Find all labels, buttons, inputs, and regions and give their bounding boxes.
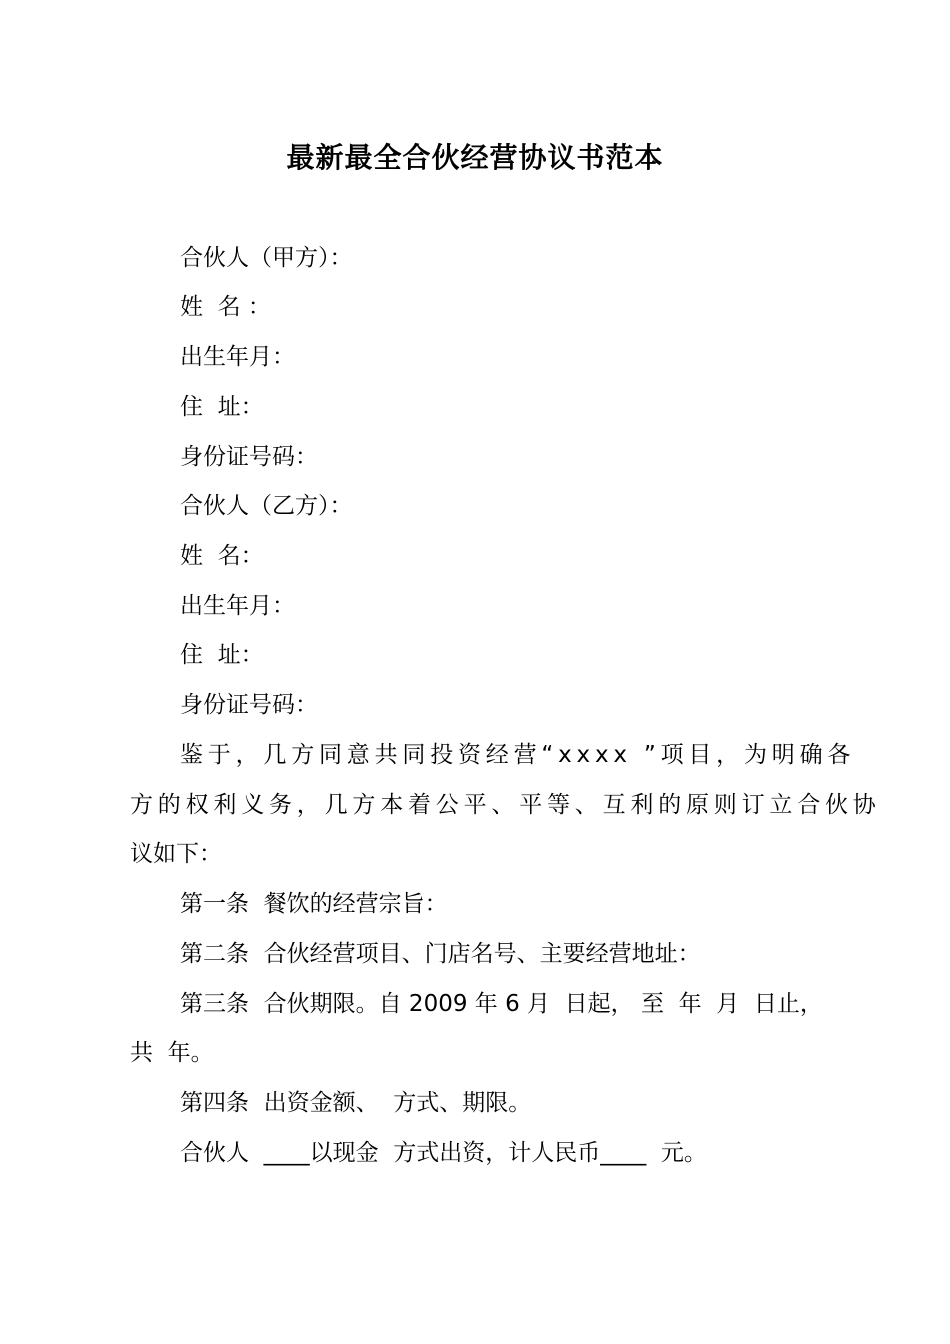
- article-1: 第一条 餐饮的经营宗旨：: [180, 891, 448, 917]
- article-3-line-2: 共 年。: [130, 1040, 214, 1066]
- preamble-line-3: 议如下：: [130, 841, 222, 867]
- article-2: 第二条 合伙经营项目、门店名号、主要经营地址：: [180, 941, 701, 967]
- party-a-id-label: 身份证号码：: [180, 444, 318, 470]
- party-b-name-label: 姓 名：: [180, 543, 264, 569]
- party-b-id-label: 身份证号码：: [180, 692, 318, 718]
- party-a-heading: 合伙人（甲方）：: [180, 245, 353, 271]
- party-a-address-label: 住 址：: [180, 394, 264, 420]
- party-a-name-label: 姓 名 ：: [180, 294, 271, 320]
- preamble-line-2: 方的权利义务，几方本着公平、平等、互利的原则订立合伙协: [130, 792, 881, 818]
- party-b-address-label: 住 址：: [180, 642, 264, 668]
- contribution-line: 合伙人 ____以现金 方式出资，计人民币____ 元。: [180, 1140, 707, 1166]
- party-b-heading: 合伙人（乙方）：: [180, 493, 353, 519]
- preamble-line-1: 鉴于，几方同意共同投资经营“xxxx ”项目，为明确各: [180, 742, 856, 768]
- party-a-birth-label: 出生年月：: [180, 344, 295, 370]
- party-b-birth-label: 出生年月：: [180, 593, 295, 619]
- article-4: 第四条 出资金额、 方式、期限。: [180, 1090, 532, 1116]
- document-title: 最新最全合伙经营协议书范本: [286, 141, 664, 174]
- article-3-line-1: 第三条 合伙期限。自 2009 年 6 月 日起， 至 年 月 日止，: [180, 991, 823, 1017]
